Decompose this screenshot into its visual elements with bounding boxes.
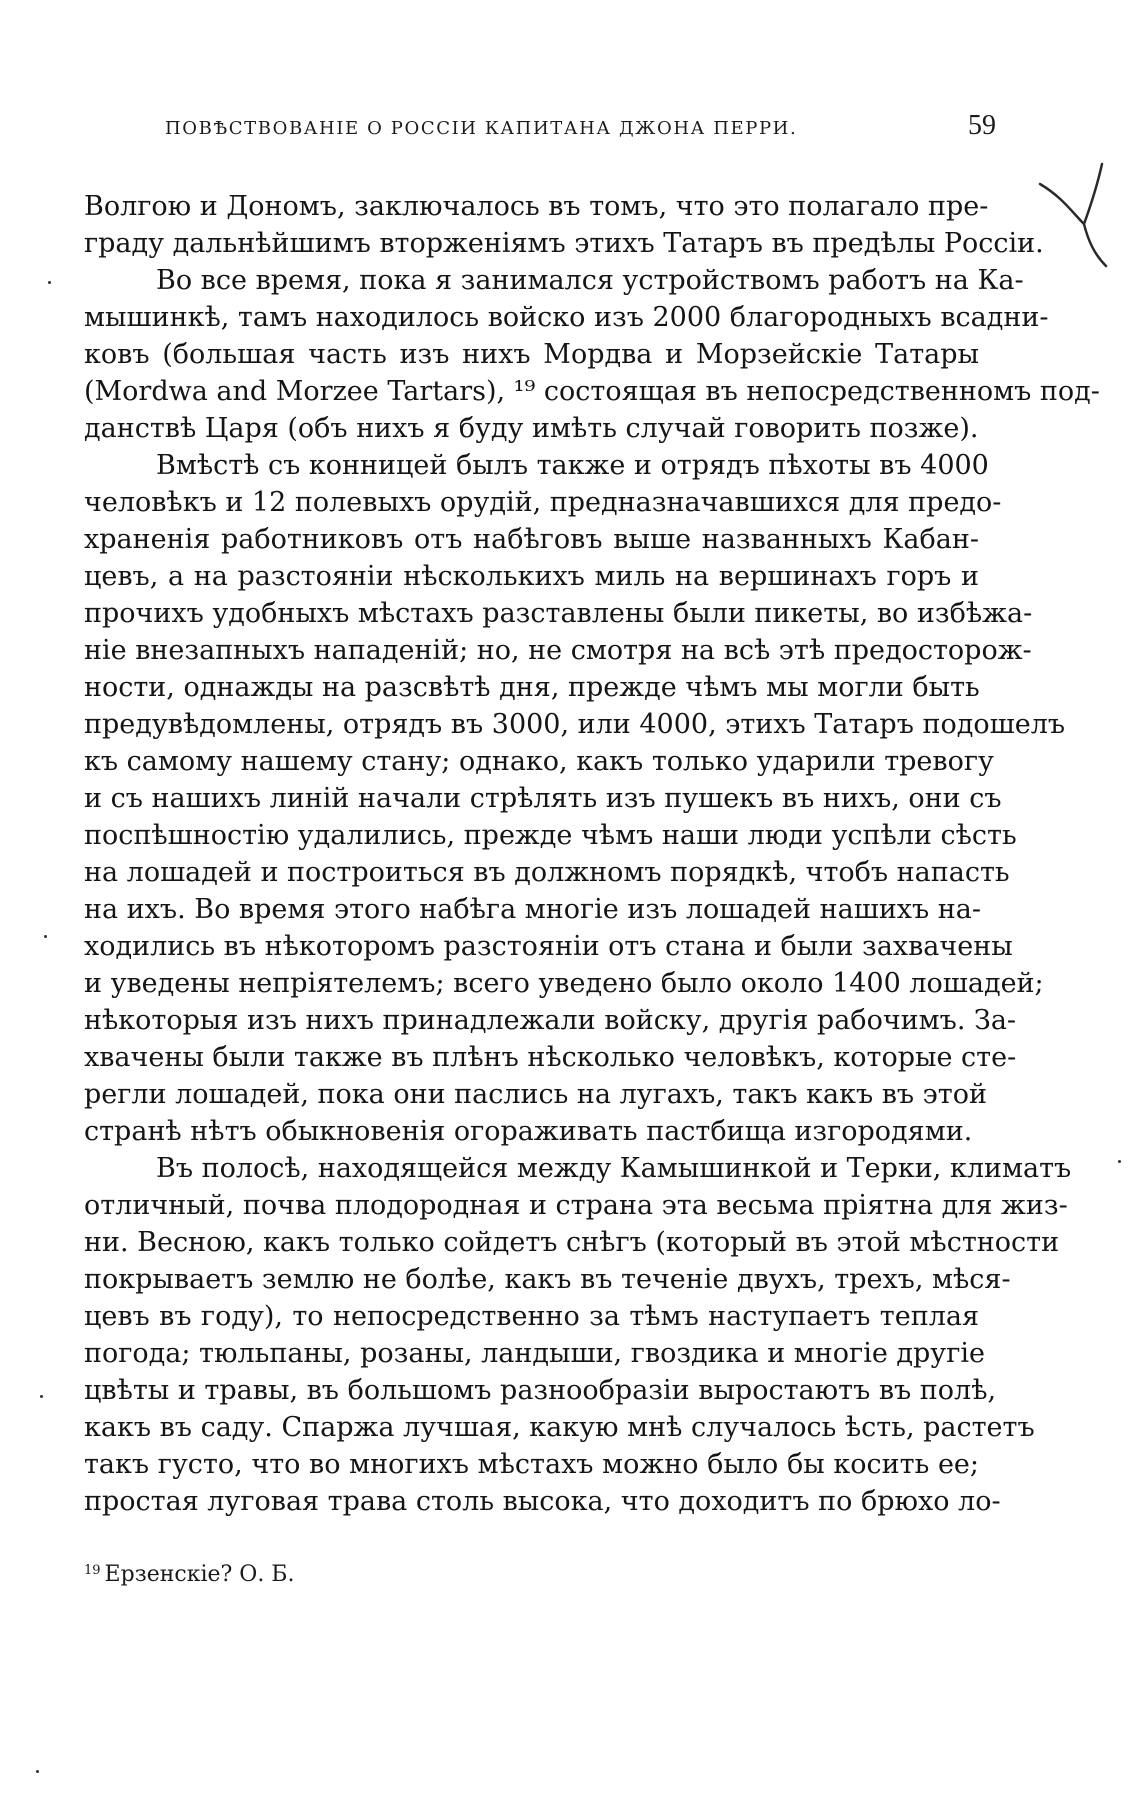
- text-line: такъ густо, что во многихъ мѣстахъ можно было бы косить ее;: [84, 1449, 979, 1480]
- scan-speck: [36, 1770, 39, 1773]
- scan-speck: [40, 1395, 43, 1398]
- text-line: граду дальнѣйшимъ вторженіямъ этихъ Татаръ въ предѣлы Россіи.: [84, 228, 1044, 259]
- page-number: 59: [968, 110, 996, 141]
- scan-speck: [48, 281, 51, 284]
- text-line: цевъ въ году), то непосредственно за тѣмъ наступаетъ теплая: [84, 1301, 979, 1332]
- text-line: къ самому нашему стану; однако, какъ только ударили тревогу: [84, 746, 994, 777]
- text-line: на ихъ. Во время этого набѣга многіе изъ лошадей нашихъ на-: [84, 894, 982, 925]
- text-line: храненія работниковъ отъ набѣговъ выше названныхъ Кабан-: [84, 524, 979, 555]
- footnote-text: Ерзенскіе? О. Б.: [104, 1562, 295, 1587]
- text-line: Вмѣстѣ съ конницей былъ также и отрядъ пѣхоты въ 4000: [156, 450, 989, 481]
- scan-speck: [44, 935, 47, 938]
- text-line: (Mordwa and Morzee Tartars), ¹⁹ состоящая въ непосредственномъ под-: [84, 376, 1100, 407]
- text-line: странѣ нѣтъ обыкновенія огораживать пастбища изгородями.: [84, 1116, 973, 1147]
- text-line: поспѣшностію удалились, прежде чѣмъ наши люди успѣли сѣсть: [84, 820, 1017, 851]
- text-line: цевъ, а на разстояніи нѣсколькихъ миль на вершинахъ горъ и: [84, 561, 979, 592]
- text-line: цвѣты и травы, въ большомъ разнообразіи выростаютъ въ полѣ,: [84, 1375, 997, 1406]
- body-text: [84, 188, 1100, 1520]
- text-line: на лошадей и построиться въ должномъ порядкѣ, чтобъ напасть: [84, 857, 1010, 888]
- text-line: ніе внезапныхъ нападеній; но, не смотря на всѣ этѣ предосторож-: [84, 635, 1032, 666]
- text-line: ходились въ нѣкоторомъ разстояніи отъ стана и были захвачены: [84, 931, 1013, 962]
- text-line: ковъ (большая часть изъ нихъ Мордва и Морзейскіе Татары: [84, 339, 979, 370]
- text-line: погода; тюльпаны, розаны, ландыши, гвоздика и многіе другіе: [84, 1338, 985, 1369]
- text-line: человѣкъ и 12 полевыхъ орудій, предназначавшихся для предо-: [84, 487, 1002, 518]
- scan-speck: [1118, 1160, 1121, 1163]
- text-line: ни. Весною, какъ только сойдетъ снѣгъ (который въ этой мѣстности: [84, 1227, 1060, 1258]
- text-line: какъ въ саду. Спаржа лучшая, какую мнѣ случалось ѣсть, растетъ: [84, 1412, 1035, 1443]
- text-line: прочихъ удобныхъ мѣстахъ разставлены были пикеты, во избѣжа-: [84, 598, 1033, 629]
- text-line: Въ полосѣ, находящейся между Камышинкой и Терки, климатъ: [156, 1153, 1072, 1184]
- text-line: нѣкоторыя изъ нихъ принадлежали войску, другія рабочимъ. За-: [84, 1005, 1017, 1036]
- text-line: ности, однажды на разсвѣтѣ дня, прежде чѣмъ мы могли быть: [84, 672, 980, 703]
- text-line: и съ нашихъ линій начали стрѣлять изъ пушекъ въ нихъ, они съ: [84, 783, 1002, 814]
- text-line: Волгою и Дономъ, заключалось въ томъ, что это полагало пре-: [84, 191, 989, 222]
- text-line: хвачены были также въ плѣнъ нѣсколько человѣкъ, которые сте-: [84, 1042, 1017, 1073]
- text-line: простая луговая трава столь высока, что доходитъ по брюхо ло-: [84, 1486, 1001, 1517]
- marginal-pencil-mark: [1032, 162, 1127, 272]
- footnote: [84, 1562, 294, 1587]
- text-line: регли лошадей, пока они паслись на лугахъ, такъ какъ въ этой: [84, 1079, 987, 1110]
- running-title: ПОВѢСТВОВАНІЕ О РОССІИ КАПИТАНА ДЖОНА ПЕРРИ.: [165, 118, 798, 139]
- text-line: покрываетъ землю не болѣе, какъ въ теченіе двухъ, трехъ, мѣся-: [84, 1264, 1011, 1295]
- text-line: данствѣ Царя (объ нихъ я буду имѣть случай говорить позже).: [84, 413, 979, 444]
- text-line: отличный, почва плодородная и страна эта весьма пріятна для жиз-: [84, 1190, 1068, 1221]
- text-line: мышинкѣ, тамъ находилось войско изъ 2000 благородныхъ всадни-: [84, 302, 1049, 333]
- text-line: и уведены непріятелемъ; всего уведено было около 1400 лошадей;: [84, 968, 1044, 999]
- footnote-marker: 19: [84, 1563, 101, 1578]
- text-line: предувѣдомлены, отрядъ въ 3000, или 4000, этихъ Татаръ подошелъ: [84, 709, 1066, 740]
- text-line: Во все время, пока я занимался устройствомъ работъ на Ка-: [156, 265, 1024, 296]
